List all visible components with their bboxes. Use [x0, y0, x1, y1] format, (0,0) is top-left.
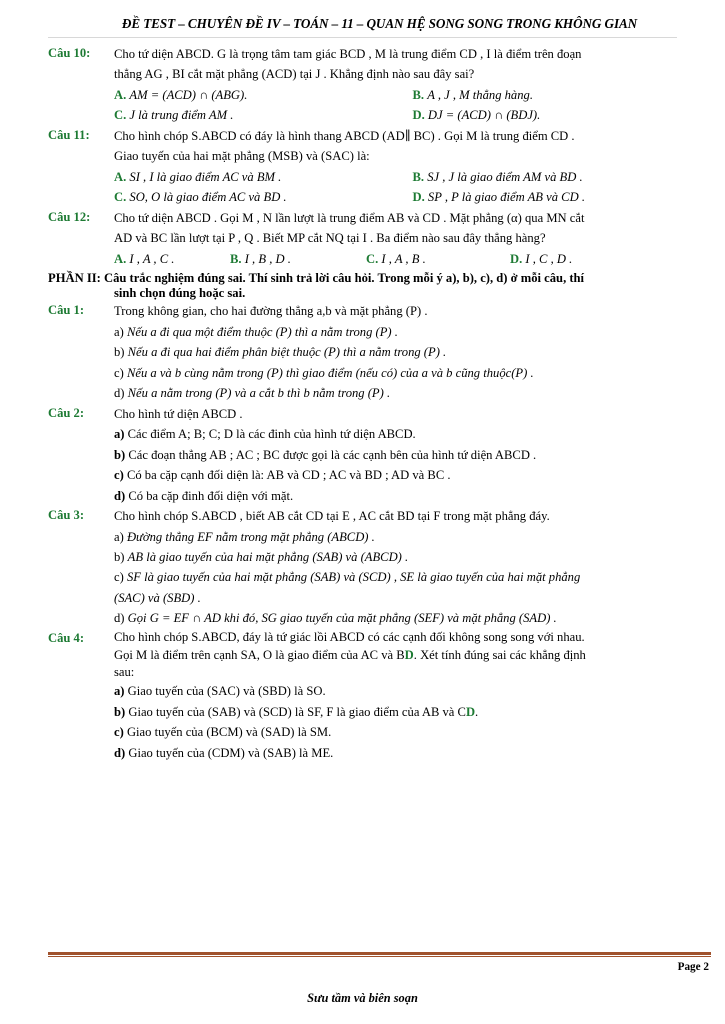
answer-option-d[interactable]	[413, 108, 712, 122]
answer-option-b[interactable]	[413, 170, 712, 184]
question-label: Câu 3:	[48, 508, 85, 523]
sub-item-text: AB là giao tuyến của hai mặt phẳng (SAB) và (ABCD) .	[127, 550, 409, 564]
document-content	[0, 38, 725, 763]
question-body	[114, 404, 711, 506]
sub-item-mark: b)	[114, 704, 126, 719]
option-text: AM = (ACD) ∩ (ABG).	[129, 87, 248, 102]
sub-item-mark: b)	[114, 550, 125, 564]
answer-option-b[interactable]	[413, 88, 712, 102]
option-text: I , A , B .	[381, 251, 426, 266]
question-label: Câu 2:	[48, 405, 85, 420]
sub-item-mark: c)	[114, 725, 124, 740]
page-footer	[0, 952, 725, 1024]
question-block-ds-cau-3	[48, 506, 711, 629]
sub-item-mark: a)	[114, 684, 125, 699]
sub-item-c[interactable]	[114, 722, 711, 742]
answer-option-d[interactable]	[510, 252, 711, 266]
page-header	[0, 0, 725, 32]
question-body	[114, 301, 711, 403]
option-text: I , A , C .	[129, 251, 175, 266]
question-label: Câu 11:	[48, 127, 90, 142]
question-block-ds-cau-2	[48, 404, 711, 506]
question-body	[114, 506, 711, 629]
sub-item-mark: c)	[114, 570, 124, 585]
option-letter: B.	[230, 251, 242, 266]
option-letter: C.	[114, 190, 127, 205]
sub-item-text: Giao tuyến của (SAB) và (SCD) là SF, F là giao điểm của AB và CD.	[128, 704, 479, 719]
sub-item-d[interactable]	[114, 608, 711, 628]
question-label: Câu 10:	[48, 46, 91, 60]
sub-item-text: Nếu a và b cùng nằm trong (P) thì giao điểm (nếu có) của a và b cũng thuộc(P) .	[126, 365, 534, 380]
option-letter: A.	[114, 251, 127, 266]
footer-divider-thick	[48, 952, 711, 955]
option-text: J là trung điểm AM .	[129, 108, 234, 123]
question-body	[114, 126, 711, 208]
answer-option-c[interactable]	[114, 108, 413, 122]
question-body	[114, 208, 711, 269]
sub-item-mark: a)	[114, 324, 124, 339]
option-text: SP , P là giao điểm AB và CD .	[427, 190, 585, 205]
answer-option-a[interactable]	[114, 252, 230, 266]
question-body	[114, 44, 711, 126]
answer-option-a[interactable]	[114, 170, 413, 184]
option-letter: A.	[114, 87, 127, 102]
option-letter: B.	[412, 87, 425, 102]
sub-item-d[interactable]	[114, 383, 711, 403]
sub-item-mark: c)	[114, 468, 124, 483]
answer-option-d[interactable]	[413, 190, 712, 204]
sub-item-mark: b)	[114, 447, 126, 462]
sub-item-mark: d)	[114, 745, 126, 760]
sub-item-b[interactable]	[114, 342, 711, 362]
question-block-cau-11	[48, 126, 711, 208]
question-label: Câu 1:	[48, 303, 85, 318]
question-label: Câu 4:	[48, 630, 85, 645]
sub-item-c[interactable]	[114, 465, 711, 485]
sub-item-text: Đường thẳng EF nằm trong mặt phẳng (ABCD) .	[126, 529, 375, 544]
option-text: A , J , M thẳng hàng.	[427, 87, 533, 102]
question-text-line: Cho hình chóp S.ABCD , biết AB cắt CD tại E , AC cắt BD tại F trong mặt phẳng đáy.	[114, 509, 550, 524]
sub-item-d[interactable]	[114, 743, 711, 763]
footer-credit: Sưu tầm và biên soạn	[307, 991, 418, 1005]
sub-item-text-continued: (SAC) và (SBD) .	[114, 590, 201, 605]
green-letter: D	[465, 704, 476, 719]
sub-item-text: Nếu a đi qua một điểm thuộc (P) thì a nằm trong (P) .	[126, 324, 398, 339]
option-letter: D.	[510, 251, 523, 266]
sub-item-a[interactable]	[114, 424, 711, 444]
sub-item-text: Các điểm A; B; C; D là các đinh của hình tứ diện ABCD.	[127, 427, 416, 442]
page-number: Page 2	[677, 961, 709, 973]
sub-item-text: Nếu a nằm trong (P) và a cắt b thì b nằm trong (P) .	[127, 386, 391, 401]
option-text: I , C , D .	[525, 251, 573, 266]
sub-item-text: Nếu a đi qua hai điểm phân biệt thuộc (P) thì a nằm trong (P) .	[127, 345, 447, 360]
sub-item-text: Các đoạn thẳng AB ; AC ; BC được gọi là các cạnh bên của hình tứ diện ABCD .	[128, 447, 537, 462]
question-block-cau-12	[48, 208, 711, 269]
sub-item-text: Có ba cặp cạnh đối diện là: AB và CD ; AC và BD ; AD và BC .	[126, 468, 451, 483]
sub-item-mark: d)	[114, 611, 125, 626]
sub-item-a[interactable]	[114, 322, 711, 342]
green-letter: D	[404, 647, 414, 662]
option-letter: A.	[114, 169, 127, 184]
option-text: SI , I là giao điểm AC và BM .	[129, 169, 282, 184]
option-letter: C.	[114, 108, 127, 123]
sub-item-text: SF là giao tuyến của hai mặt phẳng (SAB) và (SCD) , SE là giao tuyến của hai mặt phẳng	[126, 570, 581, 585]
answer-row	[114, 85, 711, 105]
option-text: SO, O là giao điểm AC và BD .	[129, 190, 287, 205]
option-text: I , B , D .	[244, 251, 291, 266]
question-text-line: Cho hình chóp S.ABCD, đáy là tứ giác lồi ABCD có các cạnh đối không song song với nhau.	[114, 630, 585, 645]
question-text-line: thẳng AG , BI cắt mặt phẳng (ACD) tại J . Khẳng định nào sau đây sai?	[114, 67, 475, 82]
option-text: DJ = (ACD) ∩ (BDJ).	[427, 108, 541, 123]
question-text-line: Gọi M là điểm trên cạnh SA, O là giao điểm của AC và BD. Xét tính đúng sai các khẳng định	[114, 647, 586, 662]
answer-row	[114, 187, 711, 207]
sub-item-mark: a)	[114, 427, 125, 442]
sub-item-mark: d)	[114, 386, 125, 401]
sub-item-b[interactable]	[114, 547, 711, 567]
option-letter: B.	[412, 169, 425, 184]
sub-item-c-continued	[114, 588, 711, 608]
option-letter: C.	[366, 251, 379, 266]
question-body	[114, 629, 711, 763]
sub-item-text: Gọi G = EF ∩ AD khi đó, SG giao tuyến của mặt phẳng (SEF) và mặt phẳng (SAD) .	[127, 611, 557, 626]
question-text-line: Trong không gian, cho hai đường thẳng a,b và mặt phẳng (P) .	[114, 304, 428, 319]
sub-item-a[interactable]	[114, 681, 711, 701]
sub-item-text: Giao tuyến của (CDM) và (SAB) là ME.	[128, 745, 334, 760]
question-block-ds-cau-1	[48, 301, 711, 403]
answer-option-a[interactable]	[114, 88, 413, 102]
sub-item-mark: b)	[114, 345, 125, 360]
section-heading-line: PHẦN II: Câu trắc nghiệm đúng sai. Thí sinh trả lời câu hỏi. Trong mỗi ý a), b), c), d) ở mỗi câu, thí	[48, 271, 585, 286]
question-text-line: Cho hình tứ diện ABCD .	[114, 406, 243, 421]
question-block-ds-cau-4	[48, 629, 711, 763]
section-heading-line: sinh chọn đúng hoặc sai.	[114, 286, 246, 301]
page-title: ĐỀ TEST – CHUYÊN ĐỀ IV – TOÁN – 11 – QUAN HỆ SONG SONG TRONG KHÔNG GIAN	[121, 16, 638, 31]
sub-item-b[interactable]	[114, 445, 711, 465]
sub-item-text: Giao tuyến của (BCM) và (SAD) là SM.	[126, 725, 332, 740]
question-block-cau-10	[48, 44, 711, 126]
sub-item-c[interactable]	[114, 363, 711, 383]
sub-item-a[interactable]	[114, 527, 711, 547]
sub-item-mark: d)	[114, 488, 126, 503]
answer-row	[114, 167, 711, 187]
answer-row	[114, 105, 711, 125]
sub-item-b[interactable]	[114, 702, 711, 722]
question-text-line: Cho tứ diện ABCD . Gọi M , N lần lượt là trung điểm AB và CD . Mặt phẳng (α) qua MN cắt	[114, 210, 585, 225]
sub-item-d[interactable]	[114, 486, 711, 506]
sub-item-mark: c)	[114, 365, 124, 380]
answer-row	[114, 249, 711, 269]
question-text-line: AD và BC lần lượt tại P , Q . Biết MP cắt NQ tại I . Ba điểm nào sau đây thẳng hàng?	[114, 231, 546, 246]
question-label: Câu 12:	[48, 209, 91, 224]
question-text-line: Giao tuyến của hai mặt phẳng (MSB) và (SAC) là:	[114, 149, 370, 164]
question-text-line: Cho hình chóp S.ABCD có đáy là hình thang ABCD (AD∥ BC) . Gọi M là trung điểm CD .	[114, 128, 575, 143]
answer-option-c[interactable]	[366, 252, 510, 266]
sub-item-text: Có ba cặp đinh đối diện với mặt.	[128, 488, 294, 503]
sub-item-c[interactable]	[114, 567, 711, 587]
option-letter: D.	[412, 190, 425, 205]
question-text-line: sau:	[114, 665, 135, 680]
option-letter: D.	[412, 108, 425, 123]
sub-item-mark: a)	[114, 529, 124, 544]
option-text: SJ , J là giao điểm AM và BD .	[427, 169, 583, 184]
answer-option-c[interactable]	[114, 190, 413, 204]
section-heading-phan-ii	[48, 269, 711, 301]
answer-option-b[interactable]	[230, 252, 366, 266]
question-text-line: Cho tứ diện ABCD. G là trọng tâm tam giác BCD , M là trung điểm CD , I là điểm trên đoạn	[114, 47, 582, 61]
sub-item-text: Giao tuyến của (SAC) và (SBD) là SO.	[127, 684, 326, 699]
